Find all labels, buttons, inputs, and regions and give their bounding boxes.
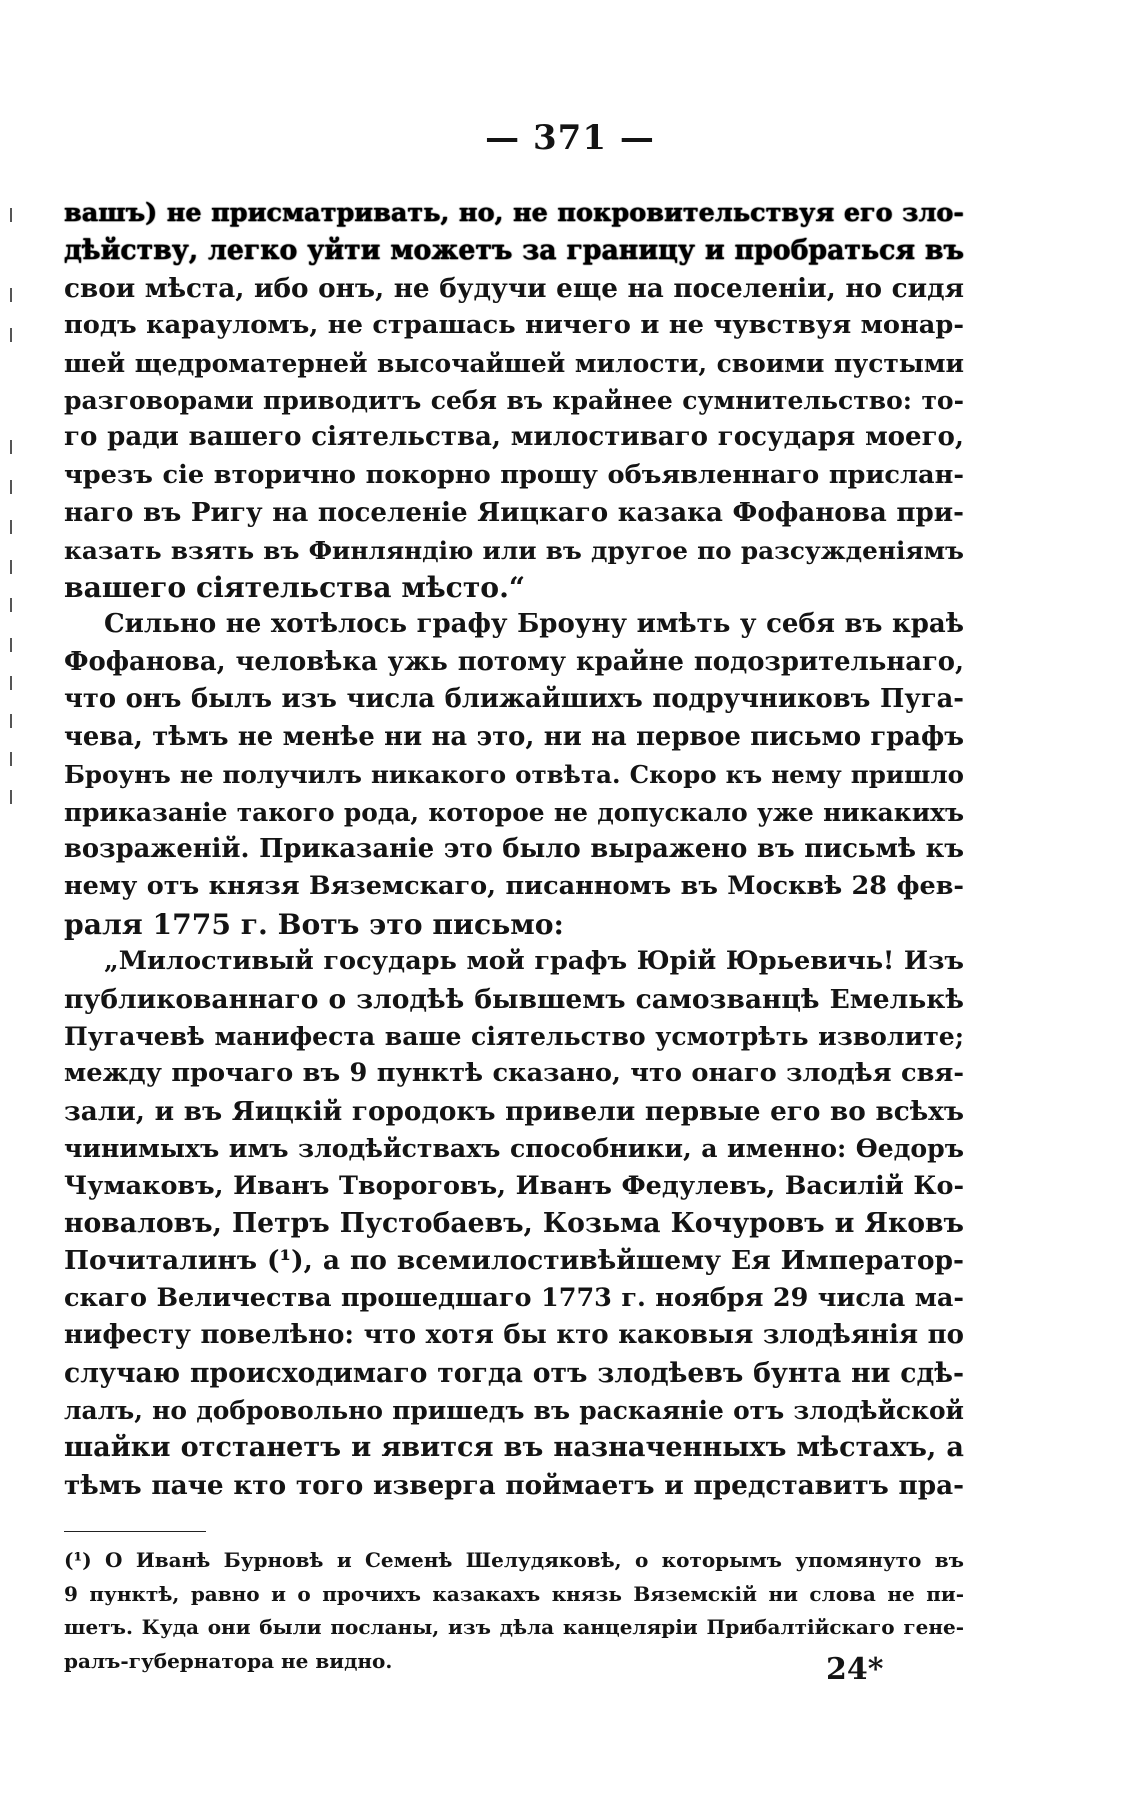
text-line: возраженій. Приказаніе это было выражено въ письмѣ къ [64,833,964,864]
text-line: го ради вашего сіятельства, милостиваго государя моего, [64,422,964,453]
footnote-line: 9 пунктѣ, равно и о прочихъ казакахъ князь Вяземскій ни слова не пи- [64,1581,964,1606]
text-line: Пугачевѣ манифеста ваше сіятельство усмотрѣть изволите; [64,1020,964,1051]
margin-speck [10,638,12,652]
margin-speck [10,288,12,302]
text-line: подъ карауломъ, не страшась ничего и не чувствуя монар- [64,310,964,341]
body-text [64,195,964,1504]
text-line: шей щедроматерней высочайшей милости, своими пустыми [64,348,964,378]
text-line: между прочаго въ 9 пунктѣ сказано, что онаго злодѣя свя- [64,1058,964,1089]
text-line: чрезъ сіе вторично покорно прошу объявленнаго прислан- [64,459,964,490]
footnote-line: (¹) О Иванѣ Бурновѣ и Семенѣ Шелудяковѣ, о которымъ упомянуто въ [64,1548,964,1572]
signature-mark: 24* [826,1652,884,1687]
text-line: скаго Величества прошедшаго 1773 г. ноября 29 числа ма- [64,1282,964,1313]
text-line: вашъ) не присматривать, но, не покровительствуя его зло- [64,198,964,228]
text-line: свои мѣста, ибо онъ, не будучи еще на поселеніи, но сидя [64,272,964,304]
margin-speck [10,790,12,804]
text-line: нему отъ князя Вяземскаго, писанномъ въ Москвѣ 28 фев- [64,871,964,902]
text-line: нифесту повелѣно: что хотя бы кто каковыя злодѣянія по [64,1320,964,1351]
margin-speck [10,560,12,574]
text-line: чинимыхъ имъ злодѣйствахъ способники, а именно: Ѳедоръ [64,1133,964,1164]
text-line: Сильно не хотѣлось графу Броуну имѣть у себя въ краѣ [104,609,964,640]
text-line: вашего сіятельства мѣсто.“ [64,571,526,605]
text-line: тѣмъ паче кто того изверга поймаетъ и представитъ пра- [64,1469,964,1501]
text-line: казать взять въ Финляндію или въ другое по разсужденіямъ [64,535,964,565]
text-line: публикованнаго о злодѣѣ бывшемъ самозванцѣ Емелькѣ [64,983,964,1015]
text-line: новаловъ, Петръ Пустобаевъ, Козьма Кочуровъ и Яковъ [64,1207,964,1239]
text-line: случаю происходимаго тогда отъ злодѣевъ бунта ни сдѣ- [64,1357,964,1389]
text-line: разговорами приводитъ себя въ крайнее сумнительство: то- [64,386,964,416]
text-line: зали, и въ Яицкій городокъ привели первые его во всѣхъ [64,1095,964,1127]
footnote-line: ралъ-губернатора не видно. [64,1648,393,1673]
text-line: Почиталинъ (¹), а по всемилостивѣйшему Ея Император- [64,1245,964,1277]
margin-speck [10,208,12,222]
text-line: что онъ былъ изъ числа ближайшихъ подручниковъ Пуга- [64,684,964,715]
text-line: шайки отстанетъ и явится въ назначенныхъ мѣстахъ, а [64,1432,964,1464]
text-line: чева, тѣмъ не менѣе ни на это, ни на первое письмо графъ [64,721,964,752]
margin-speck [10,752,12,766]
text-line: „Милостивый государь мой графъ Юрій Юрьевичь! Изъ [104,946,964,977]
text-line: Броунъ не получилъ никакого отвѣта. Скоро къ нему пришло [64,760,964,790]
margin-speck [10,328,12,342]
text-line: Фофанова, человѣка ужь потому крайне подозрительнаго, [64,646,964,677]
footnote-divider [64,1531,206,1532]
text-line: Чумаковъ, Иванъ Твороговъ, Иванъ Федулевъ, Василій Ко- [64,1170,964,1201]
page-number: — 371 — [485,118,655,158]
text-line: приказаніе такого рода, которое не допускало уже никакихъ [64,797,964,827]
margin-speck [10,440,12,454]
margin-speck [10,480,12,494]
text-line: дѣйству, легко уйти можетъ за границу и пробраться въ [64,235,964,267]
margin-speck [10,676,12,690]
margin-speck [10,598,12,612]
margin-speck [10,714,12,728]
footnote-line: шетъ. Куда они были посланы, изъ дѣла канцеляріи Прибалтійскаго гене- [64,1615,964,1639]
text-line: раля 1775 г. Вотъ это письмо: [64,907,564,941]
margin-speck [10,520,12,534]
text-line: лалъ, но добровольно пришедъ въ раскаяніе отъ злодѣйской [64,1396,964,1425]
text-line: наго въ Ригу на поселеніе Яицкаго казака Фофанова при- [64,497,964,529]
